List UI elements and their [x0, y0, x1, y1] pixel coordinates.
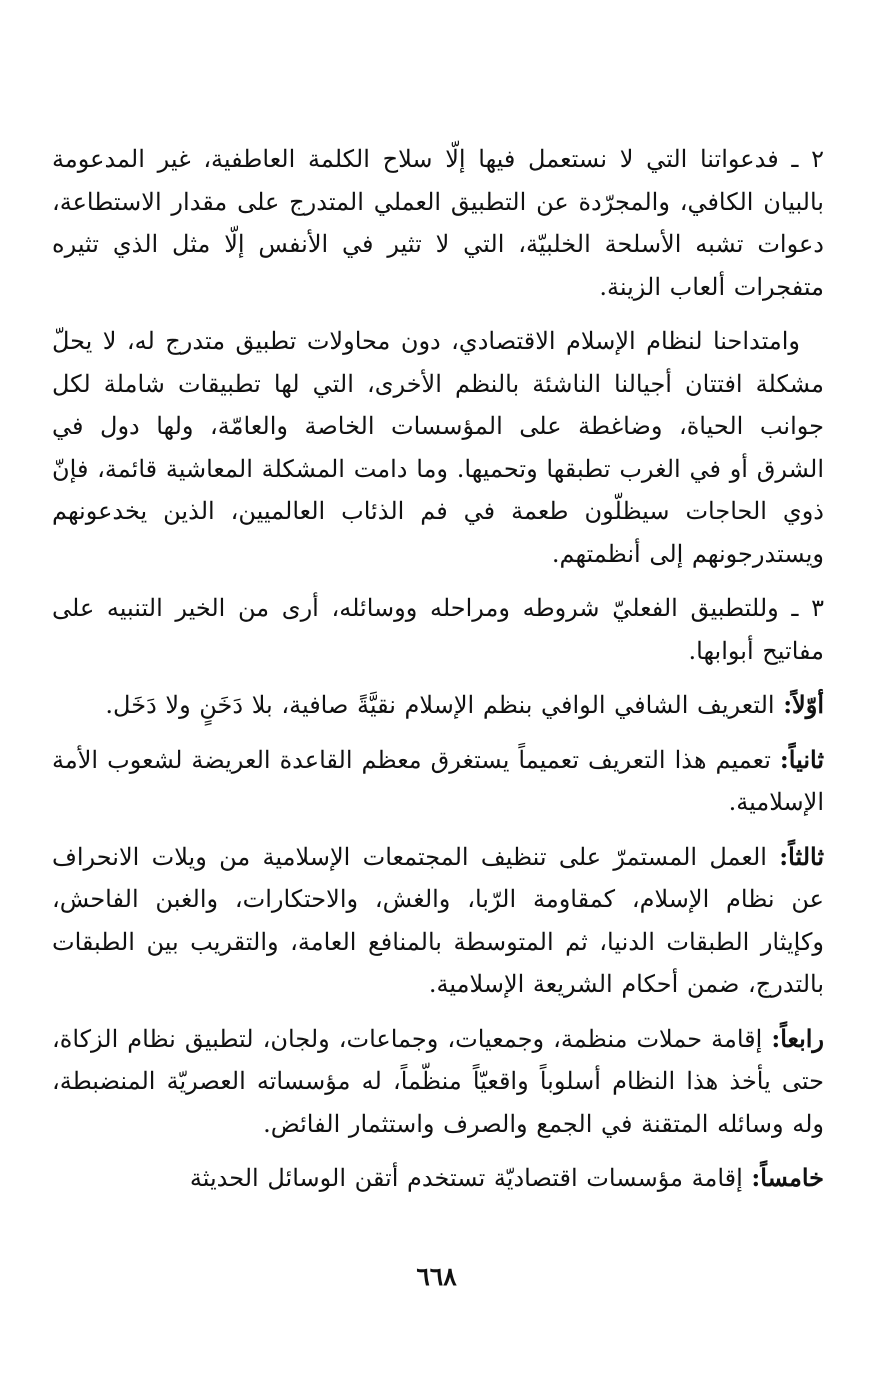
- paragraph-text: ٣ ـ وللتطبيق الفعليّ شروطه ومراحله ووسائله، أرى من الخير التنبيه على مفاتيح أبوابها.: [52, 594, 824, 665]
- page-body: [52, 138, 824, 1200]
- paragraph-3: [52, 587, 824, 672]
- list-item-text: تعميم هذا التعريف تعميماً يستغرق معظم القاعدة العريضة لشعوب الأمة الإسلامية.: [52, 745, 824, 816]
- list-item-text: إقامة حملات منظمة، وجمعيات، وجماعات، ولجان، لتطبيق نظام الزكاة، حتى يأخذ هذا النظام أسلوباً واقعيّاً منظّماً، له مؤسساته العصريّة المنضبطة، وله وسائله المتقنة في الجمع والصرف واستثمار الفائض.: [52, 1024, 824, 1138]
- list-item-third: [52, 836, 824, 1006]
- paragraph-2: [52, 138, 824, 308]
- list-item-label: خامساً:: [751, 1163, 824, 1192]
- list-item-second: [52, 739, 824, 824]
- list-item-text: إقامة مؤسسات اقتصاديّة تستخدم أتقن الوسائل الحديثة: [189, 1164, 752, 1192]
- list-item-label: أوّلاً:: [783, 690, 824, 719]
- list-item-fourth: [52, 1018, 824, 1146]
- list-item-text: العمل المستمرّ على تنظيف المجتمعات الإسلامية من ويلات الانحراف عن نظام الإسلام، كمقاومة الرّبا، والغش، والاحتكارات، والغبن الفاحش، وكإيثار الطبقات الدنيا، ثم المتوسطة بالمنافع العامة، والتقريب بين الطبقات بالتدرج، ضمن أحكام الشريعة الإسلامية.: [52, 842, 824, 998]
- list-item-first: [52, 684, 824, 727]
- paragraph-economic-system: [52, 320, 824, 575]
- list-item-label: ثالثاً:: [779, 841, 824, 871]
- list-item-fifth: [52, 1157, 824, 1200]
- list-item-label: ثانياً:: [779, 744, 824, 774]
- list-item-label: رابعاً:: [771, 1023, 825, 1053]
- page-number: ٦٦٨: [416, 1262, 457, 1291]
- paragraph-text: وامتداحنا لنظام الإسلام الاقتصادي، دون محاولات تطبيق متدرج له، لا يحلّ مشكلة افتتان أجيالنا الناشئة بالنظم الأخرى، التي لها تطبيقات شاملة لكل جوانب الحياة، وضاغطة على المؤسسات الخاصة والعامّة، ولها دول في الشرق أو في الغرب تطبقها وتحميها. وما دامت المشكلة المعاشية قائمة، فإنّ ذوي الحاجات سيظلّون طعمة في فم الذئاب العالميين، الذين يخدعونهم ويستدرجونهم إلى أنظمتهم.: [52, 327, 825, 568]
- paragraph-text: ٢ ـ فدعواتنا التي لا نستعمل فيها إلّا سلاح الكلمة العاطفية، غير المدعومة بالبيان الكافي، والمجرّدة عن التطبيق العملي المتدرج على مقدار الاستطاعة، دعوات تشبه الأسلحة الخلبيّة، التي لا تثير في الأنفس إلّا مثل الذي تثيره متفجرات ألعاب الزينة.: [52, 145, 824, 301]
- list-item-text: التعريف الشافي الوافي بنظم الإسلام نقيَّةً صافية، بلا دَخَنٍ ولا دَخَل.: [105, 691, 784, 719]
